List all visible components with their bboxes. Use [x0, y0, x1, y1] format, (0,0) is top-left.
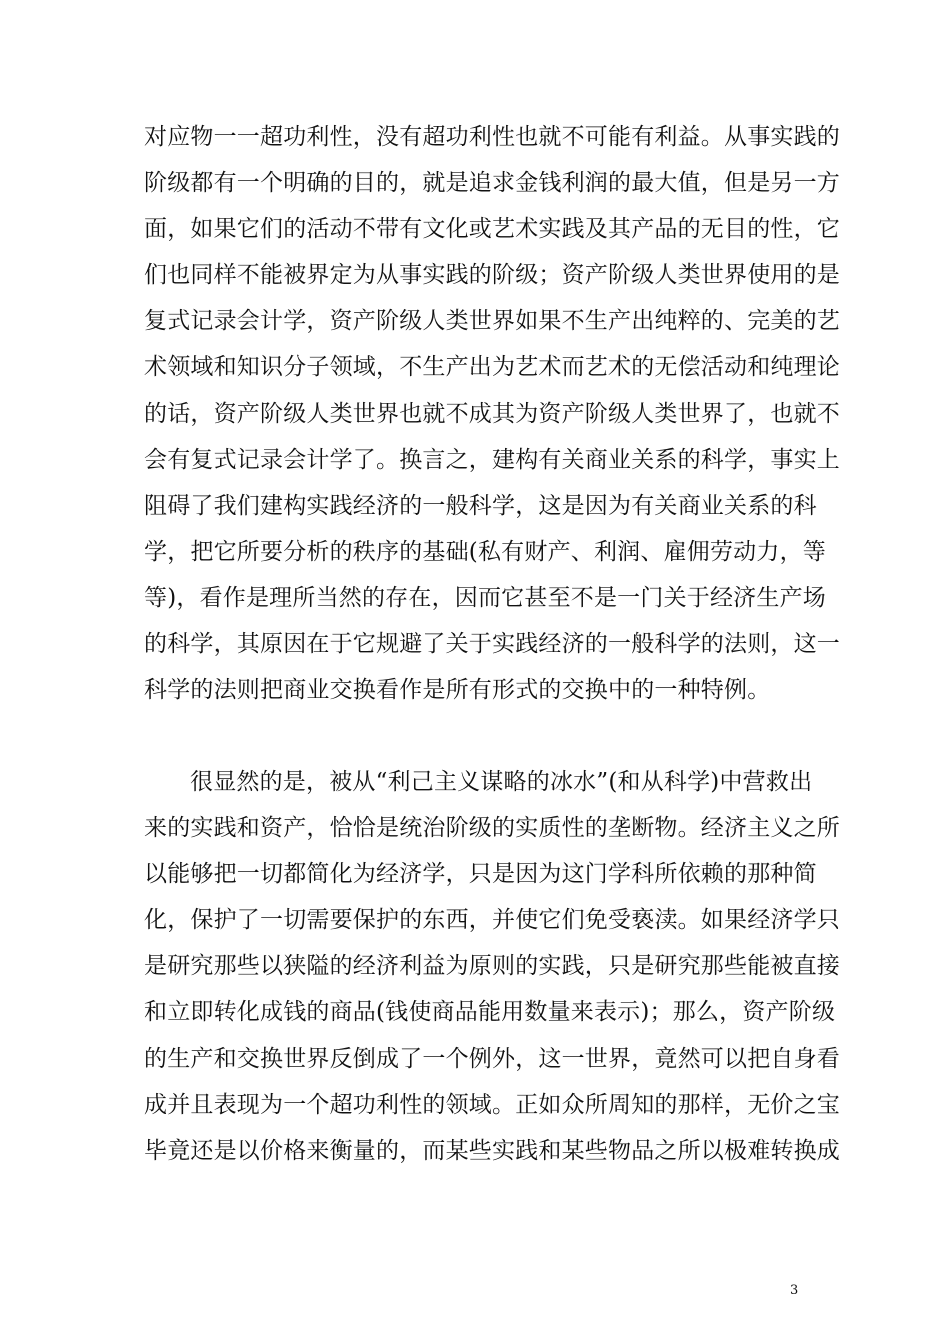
paragraph-line: 成并且表现为一个超功利性的领域。正如众所周知的那样，无价之宝 [144, 1091, 840, 1118]
paragraph-line: 很显然的是，被从“利己主义谋略的冰水”(和从科学)中营救出 [190, 769, 813, 795]
paragraph-line: 和立即转化成钱的商品(钱使商品能用数量来表示)；那么，资产阶级 [144, 999, 836, 1026]
paragraph-line: 来的实践和资产，恰恰是统治阶级的实质性的垄断物。经济主义之所 [144, 815, 840, 842]
paragraph-2 [144, 763, 840, 1178]
paragraph-line: 术领域和知识分子领域，不生产出为艺术而艺术的无偿活动和纯理论 [144, 354, 840, 381]
paragraph-1 [144, 118, 840, 717]
paragraph-line: 们也同样不能被界定为从事实践的阶级；资产阶级人类世界使用的是 [144, 262, 840, 289]
paragraph-line: 学，把它所要分析的秩序的基础(私有财产、利润、雇佣劳动力，等 [144, 538, 826, 565]
paragraph-line: 阶级都有一个明确的目的，就是追求金钱利润的最大值，但是另一方 [144, 170, 840, 197]
paragraph-line: 科学的法则把商业交换看作是所有形式的交换中的一种特例。 [144, 677, 771, 704]
paragraph-line: 的话，资产阶级人类世界也就不成其为资产阶级人类世界了，也就不 [144, 400, 840, 427]
paragraph-line: 阻碍了我们建构实践经济的一般科学，这是因为有关商业关系的科 [144, 492, 817, 519]
paragraph-line: 复式记录会计学，资产阶级人类世界如果不生产出纯粹的、完美的艺 [144, 308, 840, 335]
paragraph-line: 的生产和交换世界反倒成了一个例外，这一世界，竟然可以把自身看 [144, 1045, 840, 1072]
page-number: 3 [790, 1283, 799, 1298]
paragraph-line: 会有复式记录会计学了。换言之，建构有关商业关系的科学，事实上 [144, 446, 840, 473]
paragraph-line: 面，如果它们的活动不带有文化或艺术实践及其产品的无目的性，它 [144, 216, 840, 243]
paragraph-line: 以能够把一切都简化为经济学，只是因为这门学科所依赖的那种简 [144, 861, 817, 888]
paragraph-line: 等)，看作是理所当然的存在，因而它甚至不是一门关于经济生产场 [144, 584, 826, 611]
paragraph-line: 化，保护了一切需要保护的东西，并使它们免受亵渎。如果经济学只 [144, 907, 840, 934]
paragraph-line: 对应物一一超功利性，没有超功利性也就不可能有利益。从事实践的 [144, 124, 840, 150]
paragraph-line: 是研究那些以狭隘的经济利益为原则的实践，只是研究那些能被直接 [144, 953, 840, 980]
paragraph-line: 的科学，其原因在于它规避了关于实践经济的一般科学的法则，这一 [144, 631, 840, 658]
paragraph-line: 毕竟还是以价格来衡量的，而某些实践和某些物品之所以极难转换成 [144, 1137, 840, 1164]
